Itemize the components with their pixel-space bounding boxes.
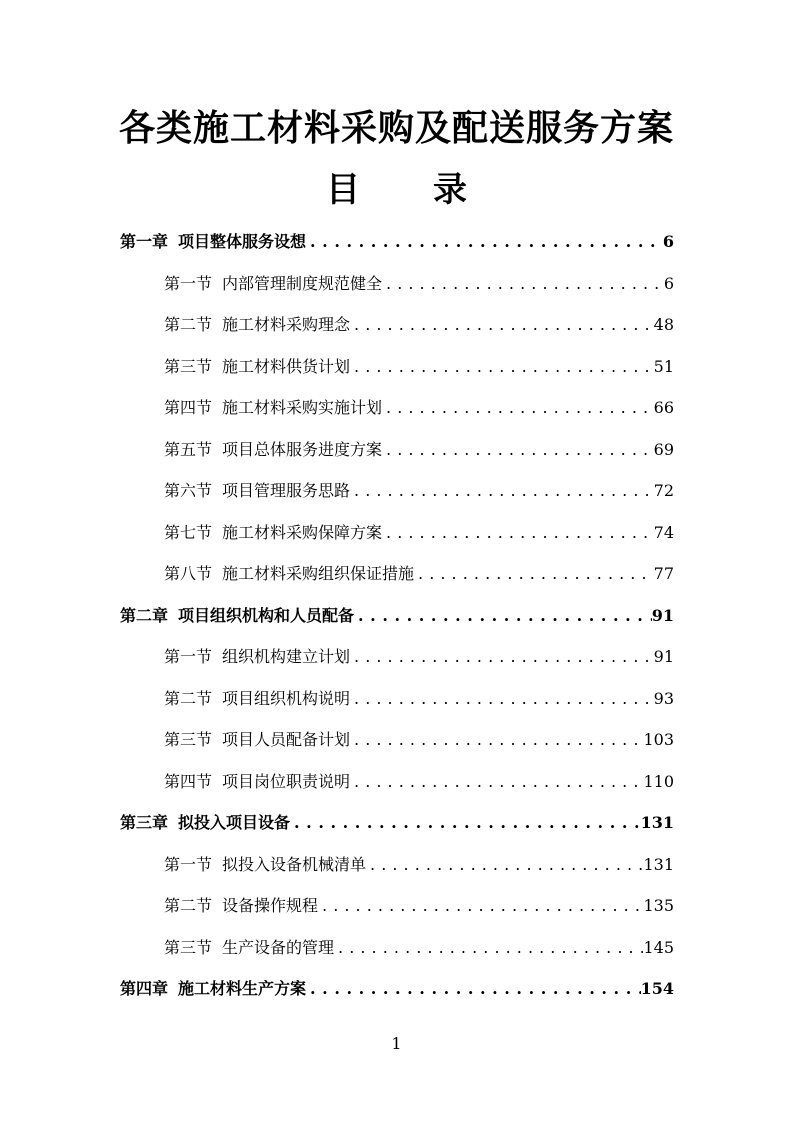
toc-entry-page: 131	[640, 813, 674, 832]
toc-entry-page: 74	[653, 522, 674, 542]
toc-entry-page: 145	[643, 937, 674, 957]
toc-entry-number: 第二节	[164, 688, 213, 708]
toc-entry-page: 6	[662, 232, 674, 251]
toc-entry-page: 131	[643, 854, 674, 874]
toc-entry-number: 第四节	[164, 398, 213, 417]
toc-entry-number: 第三节	[164, 356, 213, 376]
toc-chapter-entry[interactable]	[120, 227, 674, 257]
toc-entry-number: 第三节	[164, 937, 213, 957]
toc-dot-leader	[382, 435, 654, 465]
toc-entry-page: 66	[653, 398, 674, 417]
toc-entry-title: 拟投入设备机械清单	[222, 854, 367, 874]
toc-entry-title: 项目整体服务设想	[178, 232, 307, 251]
toc-entry-title: 施工材料采购组织保证措施	[222, 564, 415, 583]
toc-heading: 目 录	[325, 170, 498, 210]
toc-dot-leader	[366, 850, 643, 880]
toc-entry-title: 组织机构建立计划	[222, 647, 351, 666]
toc-entry-number: 第一章	[120, 232, 169, 251]
toc-entry-page: 110	[643, 771, 674, 791]
toc-entry-title: 施工材料采购理念	[222, 315, 351, 334]
toc-entry-title: 设备操作规程	[222, 896, 319, 915]
toc-dot-leader	[382, 269, 664, 299]
toc-entry-number: 第六节	[164, 481, 213, 500]
toc-entry-title: 内部管理制度规范健全	[222, 273, 383, 293]
toc-section-entry[interactable]	[164, 352, 674, 382]
toc-entry-page: 77	[653, 564, 674, 583]
toc-entry-page: 93	[653, 688, 674, 708]
toc-entry-number: 第三章	[120, 813, 169, 832]
toc-entry-page: 72	[653, 481, 674, 500]
toc-section-entry[interactable]	[164, 476, 674, 506]
toc-entry-number: 第八节	[164, 564, 213, 583]
toc-dot-leader	[318, 891, 643, 921]
toc-entry-number: 第一节	[164, 647, 213, 666]
toc-entry-title: 项目岗位职责说明	[222, 771, 351, 791]
toc-chapter-entry[interactable]	[120, 808, 674, 838]
toc-section-entry[interactable]	[164, 518, 674, 548]
toc-dot-leader	[382, 393, 654, 423]
toc-chapter-entry[interactable]	[120, 601, 674, 631]
toc-dot-leader	[350, 476, 654, 506]
toc-dot-leader	[382, 518, 654, 548]
toc-dot-leader	[414, 559, 654, 589]
toc-section-entry[interactable]	[164, 559, 674, 589]
toc-section-entry[interactable]	[164, 850, 674, 880]
toc-entry-title: 项目组织机构和人员配备	[178, 605, 355, 625]
toc-entry-title: 施工材料采购保障方案	[222, 522, 383, 542]
toc-entry-title: 施工材料生产方案	[178, 979, 307, 998]
toc-section-entry[interactable]	[164, 891, 674, 921]
toc-entry-title: 项目管理服务思路	[222, 481, 351, 500]
toc-entry-number: 第三节	[164, 730, 213, 749]
toc-section-entry[interactable]	[164, 933, 674, 963]
toc-entry-page: 91	[653, 647, 674, 666]
toc-dot-leader	[306, 974, 641, 1004]
toc-chapter-entry[interactable]	[120, 974, 674, 1004]
toc-entry-number: 第五节	[164, 439, 213, 459]
toc-section-entry[interactable]	[164, 269, 674, 299]
toc-entry-number: 第二节	[164, 315, 213, 334]
toc-entry-title: 生产设备的管理	[222, 937, 335, 957]
toc-entry-page: 91	[651, 605, 674, 625]
toc-dot-leader	[354, 601, 652, 631]
toc-dot-leader	[334, 933, 643, 963]
toc-dot-leader	[350, 352, 654, 382]
toc-entry-page: 51	[653, 356, 674, 376]
toc-entry-number: 第四章	[120, 979, 169, 998]
toc-dot-leader	[350, 310, 654, 340]
toc-section-entry[interactable]	[164, 310, 674, 340]
toc-section-entry[interactable]	[164, 767, 674, 797]
toc-entry-title: 拟投入项目设备	[178, 813, 291, 832]
toc-entry-page: 6	[663, 273, 674, 293]
toc-dot-leader	[306, 227, 663, 257]
document-title: 各类施工材料采购及配送服务方案	[118, 107, 674, 149]
toc-dot-leader	[350, 767, 643, 797]
toc-entry-title: 项目组织机构说明	[222, 688, 351, 708]
toc-section-entry[interactable]	[164, 642, 674, 672]
toc-dot-leader	[290, 808, 641, 838]
toc-entry-number: 第二节	[164, 896, 213, 915]
toc-dot-leader	[350, 684, 654, 714]
toc-entry-number: 第一节	[164, 273, 213, 293]
toc-entry-number: 第二章	[120, 605, 169, 625]
toc-entry-number: 第一节	[164, 854, 213, 874]
toc-entry-page: 48	[653, 315, 674, 334]
toc-dot-leader	[350, 725, 643, 755]
toc-entry-page: 69	[653, 439, 674, 459]
toc-dot-leader	[350, 642, 654, 672]
toc-section-entry[interactable]	[164, 725, 674, 755]
toc-entry-title: 项目人员配备计划	[222, 730, 351, 749]
toc-section-entry[interactable]	[164, 684, 674, 714]
page-number: 1	[391, 1034, 402, 1053]
toc-entry-title: 项目总体服务进度方案	[222, 439, 383, 459]
toc-entry-page: 135	[643, 896, 674, 915]
toc-entry-number: 第四节	[164, 771, 213, 791]
toc-entry-title: 施工材料采购实施计划	[222, 398, 383, 417]
toc-entry-number: 第七节	[164, 522, 213, 542]
toc-entry-page: 103	[643, 730, 674, 749]
toc-section-entry[interactable]	[164, 393, 674, 423]
toc-entry-title: 施工材料供货计划	[222, 356, 351, 376]
toc-section-entry[interactable]	[164, 435, 674, 465]
toc-entry-page: 154	[640, 979, 674, 998]
